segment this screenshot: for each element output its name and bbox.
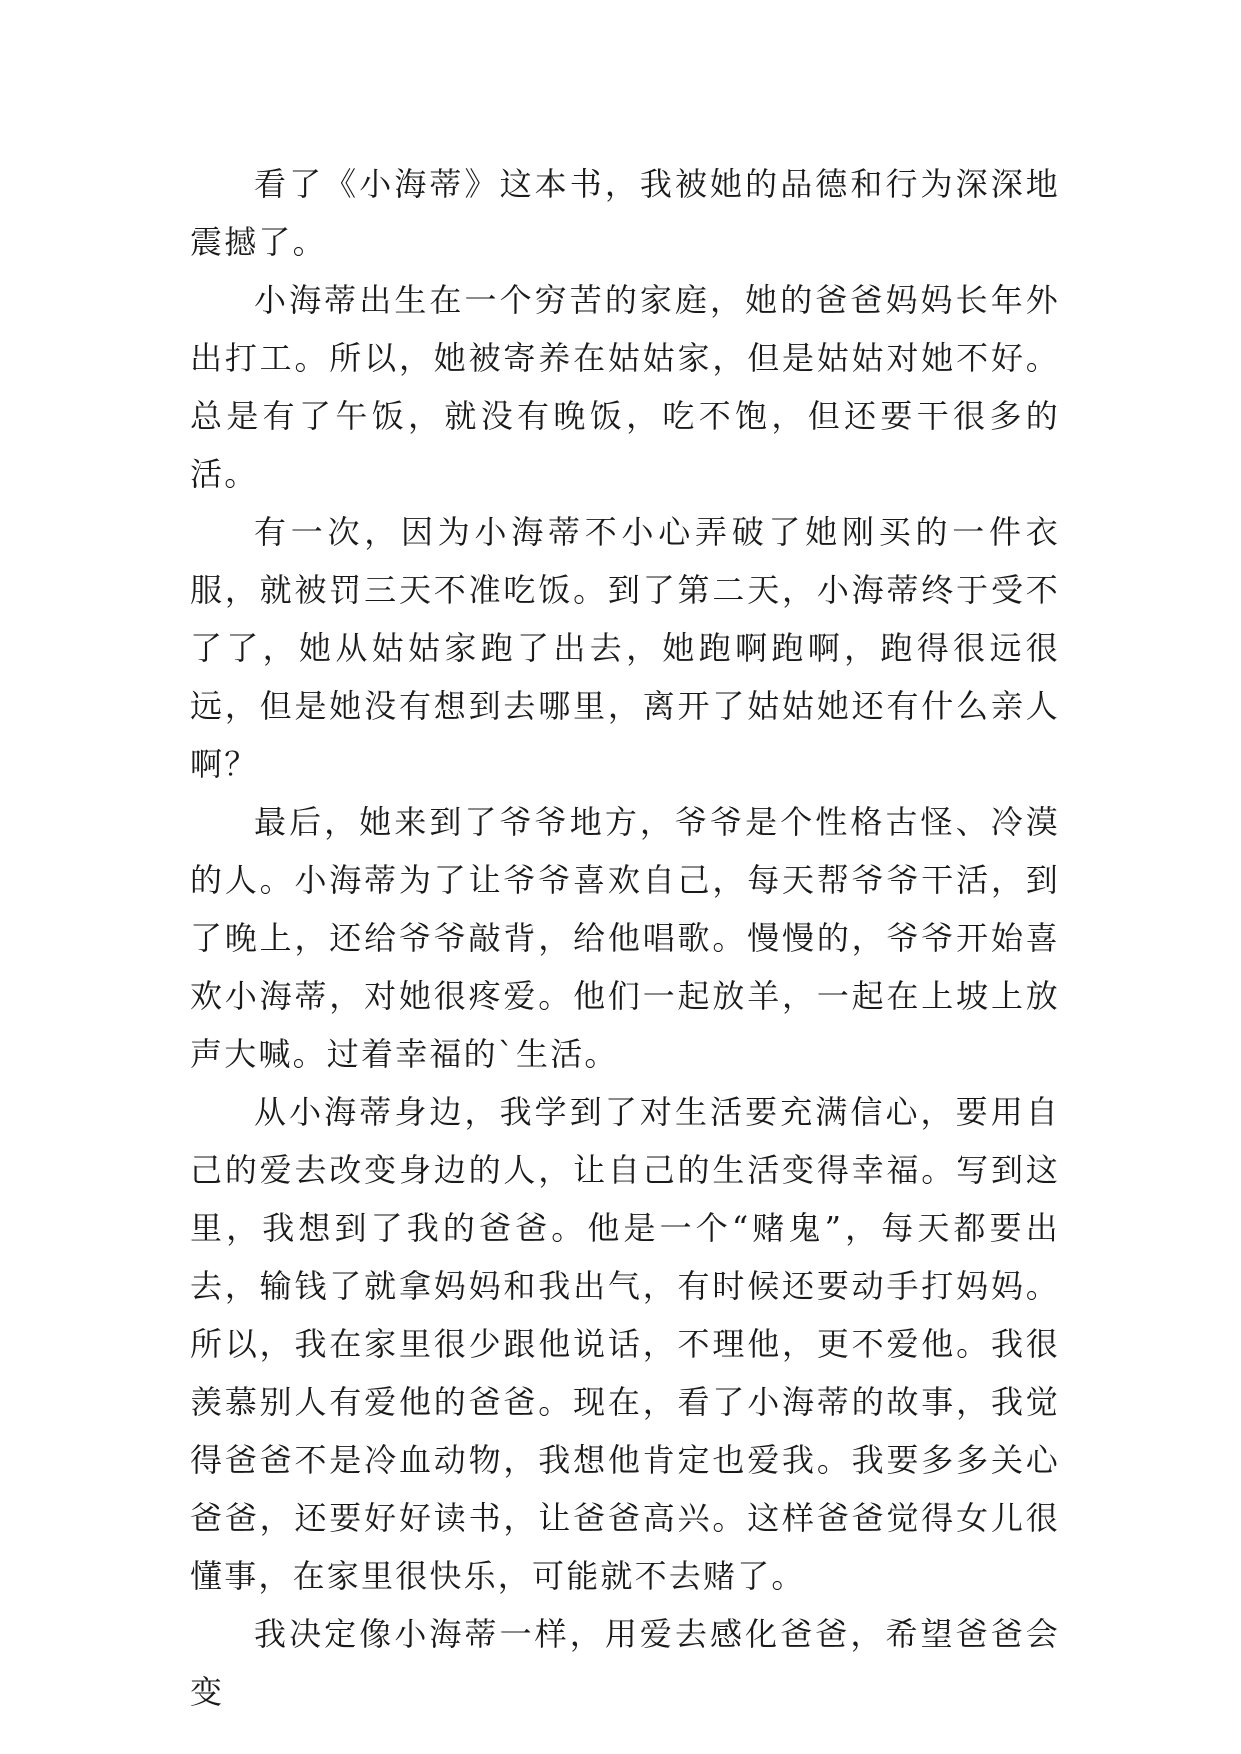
paragraph-5: 从小海蒂身边，我学到了对生活要充满信心，要用自己的爱去改变身边的人，让自己的生活变得幸福。写到这里，我想到了我的爸爸。他是一个“赌鬼”，每天都要出去，输钱了就拿妈妈和我出气，有时候还要动手打妈妈。所以，我在家里很少跟他说话，不理他，更不爱他。我很羡慕别人有爱他的爸爸。现在，看了小海蒂的故事，我觉得爸爸不是冷血动物，我想他肯定也爱我。我要多多关心爸爸，还要好好读书，让爸爸高兴。这样爸爸觉得女儿很懂事，在家里很快乐，可能就不去赌了。 [190, 1093, 1060, 1595]
essay-body [190, 155, 1060, 1721]
paragraph-2: 小海蒂出生在一个穷苦的家庭，她的爸爸妈妈长年外出打工。所以，她被寄养在姑姑家，但是姑姑对她不好。总是有了午饭，就没有晚饭，吃不饱，但还要干很多的活。 [190, 281, 1060, 493]
paragraph-1: 看了《小海蒂》这本书，我被她的品德和行为深深地震撼了。 [190, 165, 1060, 261]
paragraph-4: 最后，她来到了爷爷地方，爷爷是个性格古怪、冷漠的人。小海蒂为了让爷爷喜欢自己，每天帮爷爷干活，到了晚上，还给爷爷敲背，给他唱歌。慢慢的，爷爷开始喜欢小海蒂，对她很疼爱。他们一起放羊，一起在上坡上放声大喊。过着幸福的`生活。 [190, 803, 1060, 1073]
paragraph-3: 有一次，因为小海蒂不小心弄破了她刚买的一件衣服，就被罚三天不准吃饭。到了第二天，小海蒂终于受不了了，她从姑姑家跑了出去，她跑啊跑啊，跑得很远很远，但是她没有想到去哪里，离开了姑姑她还有什么亲人啊？ [190, 513, 1060, 783]
paragraph-6: 我决定像小海蒂一样，用爱去感化爸爸，希望爸爸会变 [190, 1615, 1060, 1711]
